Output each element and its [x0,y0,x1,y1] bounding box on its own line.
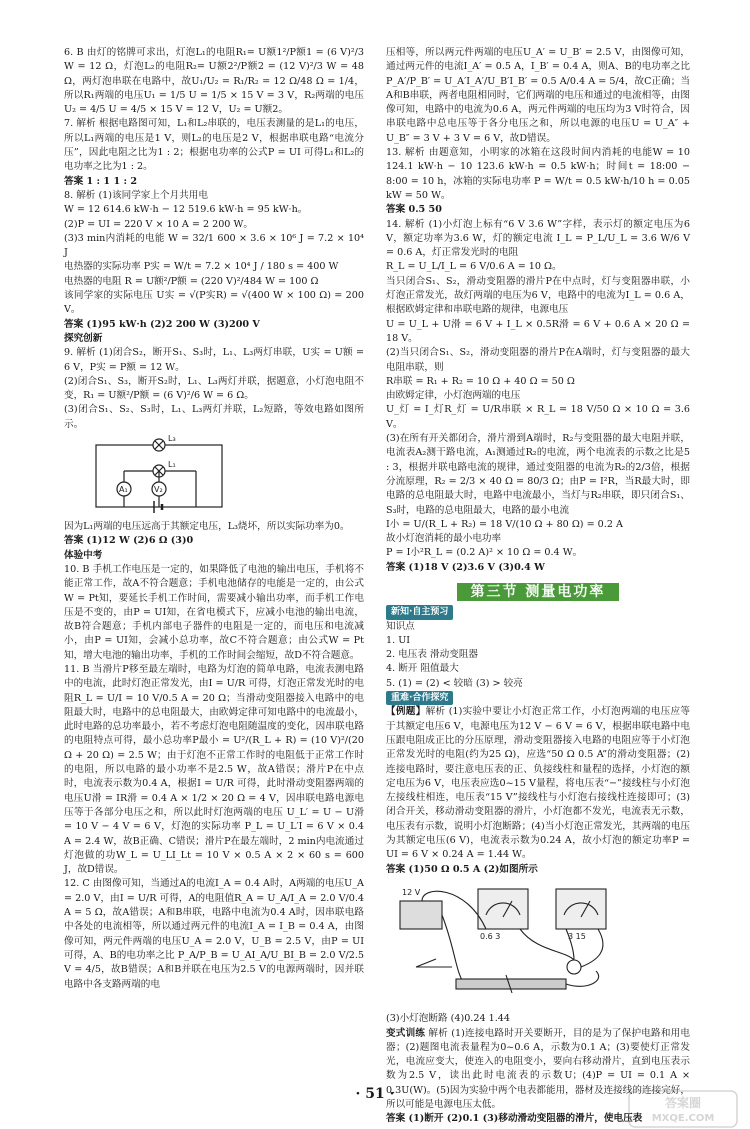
equivalent-circuit-diagram [84,435,234,517]
answer-14-line: U = U_L + U滑 = 6 V + I_L × 0.5R滑 = 6 V + 0.6 A × 20 Ω = 18 V。 [386,318,690,344]
svg-text:MXQE.COM: MXQE.COM [651,1113,715,1124]
answer-14: 14. 解析 (1)小灯泡上标有“6 V 3.6 W”字样，表示灯的额定电压为6 V，额定功率为3.6 W，灯的额定电流 I_L = P_L/U_L = 3.6 W/6 V = 0.6 A，灯正常发光时的电阻 [386,218,690,259]
knowledge-item: 4. 断开 阻值最大 [386,663,459,675]
knowledge-item: 2. 电压表 滑动变阻器 [386,649,479,661]
subsection-heading: 体验中考 [64,549,103,561]
variant-text: 解析 (1)连接电路时开关要断开，目的是为了保护电路和用电器；(2)题图电流表量程为0~0.6 A，示数为0.1 A；(3)要使灯正常发光，电流应变大，使连入的电阻变小，要向右移动滑片，直到电压表示数为2.5 V，读出此时电流表的示数U；(4)P = UI = 0.1 A × 0.3U(W)。(5)因为实验中两个电表都能用，器材及连接线的连接完好，所以可能是电源电压太低。 [386,1027,691,1110]
answer-14-line: U_灯 = I_灯R_灯 = U/R串联 × R_L = 18 V/50 Ω × 10 Ω = 3.6 V。 [386,404,690,430]
watermark-logo [628,1090,738,1128]
answer-9-line: 因为L₁两端的电压远高于其额定电压，L₃烧坏，所以实际功率为0。 [64,521,350,533]
experiment-wiring-diagram [396,881,646,1003]
right-column [386,46,690,1127]
answer-13-result: 答案 0.5 50 [386,204,442,216]
answer-14-line: 故小灯泡消耗的最小电功率 [386,533,502,545]
knowledge-heading: 知识点 [386,620,415,632]
svg-text:答案圈: 答案圈 [664,1096,702,1110]
variant-label: 变式训练 [386,1027,426,1039]
answer-11: 11. B 当滑片P移至最左端时，电路为灯泡的简单电路，电流表测电路中的电流，此时灯泡正常发光，由I = U/R 可得，灯泡正常发光时的电阻R_L = U/I = 10 V/0.5 A = 20 Ω；当滑动变阻器接入电路中的电阻最大时，电路中的总电阻最大，由欧姆定律可知电路中的电流最小，此时电路的总功率最小，若不考虑灯泡电阻随温度的变化，因串联电路的电阻特点可得，最小总功率P最小 = U²/(R_L + R) = (10 V)²/(20 Ω + 20 Ω) = 2.5 W；由于灯泡不正常工作时的电阻低于正常工作时的电阻，所以电路的最小功率不是2.5 W，故A错误；滑片P在中点时，电流表示数为0.4 A，根据I = U/R 可得，此时滑动变阻器两端的电压U滑 = IR滑 = 0.4 A × 1/2 × 20 Ω = 4 V，因串联电路电源电压等于各部分电压之和，所以此时灯泡两端的电压 U_L′ = U − U滑 = 10 V − 4 V = 6 V，灯泡的实际功率 P_L = U_L′I = 6 V × 0.4 A = 2.4 W，故B正确、C错误；滑片P在最左端时，2 min内电流通过灯泡做的功W_L = U_LI_Lt = 10 V × 0.5 A × 2 × 60 s = 600 J，故D错误。 [64,663,364,876]
example-text: 解析 (1)实验中要让小灯泡正常工作，小灯泡两端的电压应等于其额定电压6 V，电源电压为12 V − 6 V = 6 V，根据串联电路中电压跟电阻成正比的分压原理，滑动变阻器接入电路的电阻应等于小灯泡正常发光时的电阻(约为25 Ω)，应选“50 Ω 0.5 A”的滑动变阻器；(2)连接电路时，要注意电压表的正、负接线柱和量程的选择，小灯泡的额定电压为6 V，电压表应选0~15 V量程，将电压表“−”接线柱与小灯泡左接线柱相连，电压表“15 V”接线柱与小灯泡右接线柱连接即可；(3)闭合开关，移动滑动变阻器的滑片，小灯泡都不发光，电流表无示数，电压表有示数，说明小灯泡断路；(4)当小灯泡正常发光，其两端的电压为其额定电压(6 V)，电流表示数为0.24 A，故小灯泡的额定功率P = UI = 6 V × 0.24 A = 1.44 W。 [386,706,690,861]
label-ammeter-range: 0.6 3 [480,931,501,941]
answer-12-continued: 压相等，所以两元件两端的电压U_A′ = U_B′ = 2.5 V，由图像可知，通过两元件的电流I_A′ = 0.5 A，I_B′ = 0.4 A，则A、B的电功率之比 P_A′/P_B′ = U_A′I_A′/U_B′I_B′ = 0.5 A/0.4 A = 5/4，故C正确；当A和B串联，两者电阻相同时，它们两端的电压和通过的电流相等，由图像可知，电路中的电流为0.6 A，两元件两端的电压均为3 V时符合，因串联电路中总电压等于各分电压之和，所以电源的电压U = U_A″ + U_B″ = 3 V + 3 V = 6 V，故D错误。 [386,47,690,144]
answer-8-line: (3)3 min内消耗的电能 W = 32/1 600 × 3.6 × 10⁶ J = 7.2 × 10⁴ J [64,232,364,259]
answer-9-result: 答案 (1)12 W (2)6 Ω (3)0 [64,535,194,547]
section-title-banner [386,583,690,601]
left-column [64,46,364,992]
tag-preview: 新知·自主预习 [386,605,453,619]
answer-9: 9. 解析 (1)闭合S₂，断开S₁、S₃时，L₁、L₃两灯串联，U实 = U额 = 6 V，P实 = P额 = 12 W。 [64,347,364,373]
example-result-line: (3)小灯泡断路 (4)0.24 1.44 [386,1013,510,1025]
answer-6: 6. B 由灯的铭牌可求出，灯泡L₁的电阻R₁= U额1²/P额1 = (6 V)²/3 W = 12 Ω，灯泡L₂的电阻R₂= U额2²/P额2 = (12 V)²/3 W = 48 Ω，两灯泡串联在电路中，故U₁/U₂ = R₁/R₂ = 12 Ω/48 Ω = 1/4，所以R₁两端的电压U₁ = 1/5 U = 1/5 × 15 V = 3 V，R₂两端的电压U₂ = 4/5 U = 4/5 × 15 V = 12 V，U₂ = U额2。 [64,47,364,116]
answer-14-line: I小 = U/(R_L + R₂) = 18 V/(10 Ω + 80 Ω) = 0.2 A [386,518,623,530]
subsection-heading: 探究创新 [64,332,103,344]
label-v2: V₂ [154,485,163,495]
answer-10: 10. B 手机工作电压是一定的，如果降低了电池的输出电压，手机将不能正常工作，故A不符合题意；手机电池储存的电能是一定的，由公式W = Pt知，要延长手机工作时间，需要减小输出功率，而手机工作电压是不变的，由P = UI知，在省电模式下，应减小电池的输出电流，故B符合题意；手机内部电子器件的电阻是一定的，而电压和电流减小，由P = UI知，会减小总功率，故C不符合题意；由公式W = Pt知，增大电池的输出功率，手机的工作时间会缩短，故D不符合题意。 [64,563,364,661]
answer-14-line: (3)在所有开关都闭合，滑片滑到A端时，R₂与变阻器的最大电阻并联，电流表A₂测干路电流，A₁测通过R₂的电流，两个电流表的示数之比是5 : 3，根据并联电路电流的规律，通过变阻器的电流为R₂的2/3倍，根据分流原理，R₂ = 2/3 × 40 Ω = 80/3 Ω；由P = I²R，当R最大时，即电路的总电阻最大时，电路中电流最小，当灯与R₂串联，即只闭合S₁、S₃时，电路的总电阻最大，电路的最小电流 [386,433,690,516]
label-battery: 12 V [402,887,421,897]
answer-8-result: 答案 (1)95 kW·h (2)2 200 W (3)200 V [64,318,260,330]
answer-14-line: 由欧姆定律，小灯泡两端的电压 [386,390,521,402]
label-l3: L₃ [168,435,176,444]
label-a1: A₁ [119,485,128,495]
answer-14-line: 当只闭合S₁、S₂，滑动变阻器的滑片P在中点时，灯与变阻器串联，小灯泡正常发光，故灯两端的电压为6 V，电路中的电流为I_L = 0.6 A，根据欧姆定律和串联电路的规律，电源电压 [386,275,690,316]
answer-8-line: 该同学家的实际电压 U实 = √(P实R) = √(400 W × 100 Ω) = 200 V。 [64,290,364,316]
answer-14-line: R_L = U_L/I_L = 6 V/0.6 A = 10 Ω。 [386,261,562,273]
knowledge-item: 5. (1) = (2) < 较暗 (3) > 较亮 [386,677,523,689]
answer-12: 12. C 由图像可知，当通过A的电流I_A = 0.4 A时，A两端的电压U_A = 2.0 V，由I = U/R 可得，A的电阻值R_A = U_A/I_A = 2.0 V/0.4 A = 5 Ω，故A错误；A和B串联，电路中电流为0.4 A时，因串联电路中各处的电流相等，所以通过两元件的电流I_A = I_B = 0.4 A，由图像可知，两元件两端的电压U_A = 2.0 V，U_B = 2.5 V，由P = UI可得，A、B的电功率之比 P_A/P_B = U_AI_A/U_BI_B = 2.0 V/2.5 V = 4/5，故B错误；A和B并联在电压为2.5 V的电源两端时，因并联电路中各支路两端的电 [64,878,364,990]
tag-explore: 重难·合作探究 [386,691,453,705]
answer-13: 13. 解析 由题意知，小明家的冰箱在这段时间内消耗的电能W = 10 124.1 kW·h − 10 123.6 kW·h = 0.5 kW·h；时间t = 18:00 − 8:00 = 10 h，冰箱的实际电功率 P = W/t = 0.5 kW·h/10 h = 0.05 kW = 50 W。 [386,147,690,201]
example-label: 【例题】 [386,706,426,718]
answer-8-line: 电热器的电阻 R = U额²/P额 = (220 V)²/484 W = 100 Ω [64,275,319,287]
answer-7-result: 答案 1 : 1 1 : 2 [64,175,138,187]
knowledge-item: 1. UI [386,634,411,646]
example-answer [386,705,690,862]
label-voltmeter-range: 3 15 [568,931,586,941]
label-l1: L₁ [168,460,176,470]
answer-14-line: P = I小²R_L = (0.2 A)² × 10 Ω = 0.4 W。 [386,547,583,559]
answer-9-line: (3)闭合S₁、S₂、S₃时，L₁、L₃两灯并联，L₂短路，等效电路如图所示。 [64,404,364,430]
section-title: 第三节 测量电功率 [457,583,620,601]
variant-result: 答案 (1)断开 (2)0.1 (3)移动滑动变阻器的滑片，使电压表 [386,1113,643,1125]
answer-7: 7. 解析 根据电路图可知，L₁和L₂串联的，电压表测量的是L₁的电压，所以L₁两端的电压是1 V，则L₂的电压是2 V，根据串联电路“电流分压”，因此电阻之比为1 : 2；根据电功率的公式P = UI 可得L₁和L₂的电功率之比为1 : 2。 [64,118,364,173]
answer-14-line: R串联 = R₁ + R₂ = 10 Ω + 40 Ω = 50 Ω [386,375,575,387]
answer-14-result: 答案 (1)18 V (2)3.6 V (3)0.4 W [386,561,545,573]
answer-8-line: W = 12 614.6 kW·h − 12 519.6 kW·h = 95 kW·h。 [64,204,308,216]
answer-14-line: (2)当只闭合S₁、S₂，滑动变阻器的滑片P在A端时，灯与变阻器的最大电阻串联，则 [386,347,690,373]
answer-9-line: (2)闭合S₁、S₃，断开S₂时，L₁、L₃两灯并联，据题意，小灯泡电阻不变，R₁ = U额²/P额 = (6 V)²/6 W = 6 Ω。 [64,375,364,402]
example-result: 答案 (1)50 Ω 0.5 A (2)如图所示 [386,863,538,875]
answer-8-line: 电热器的实际功率 P实 = W/t = 7.2 × 10⁴ J / 180 s = 400 W [64,261,339,273]
answer-8-intro: 8. 解析 (1)该同学家上个月共用电 [64,189,208,201]
page-number: · 51 · [355,1086,395,1102]
answer-8-line: (2)P = UI = 220 V × 10 A = 2 200 W。 [64,218,253,230]
